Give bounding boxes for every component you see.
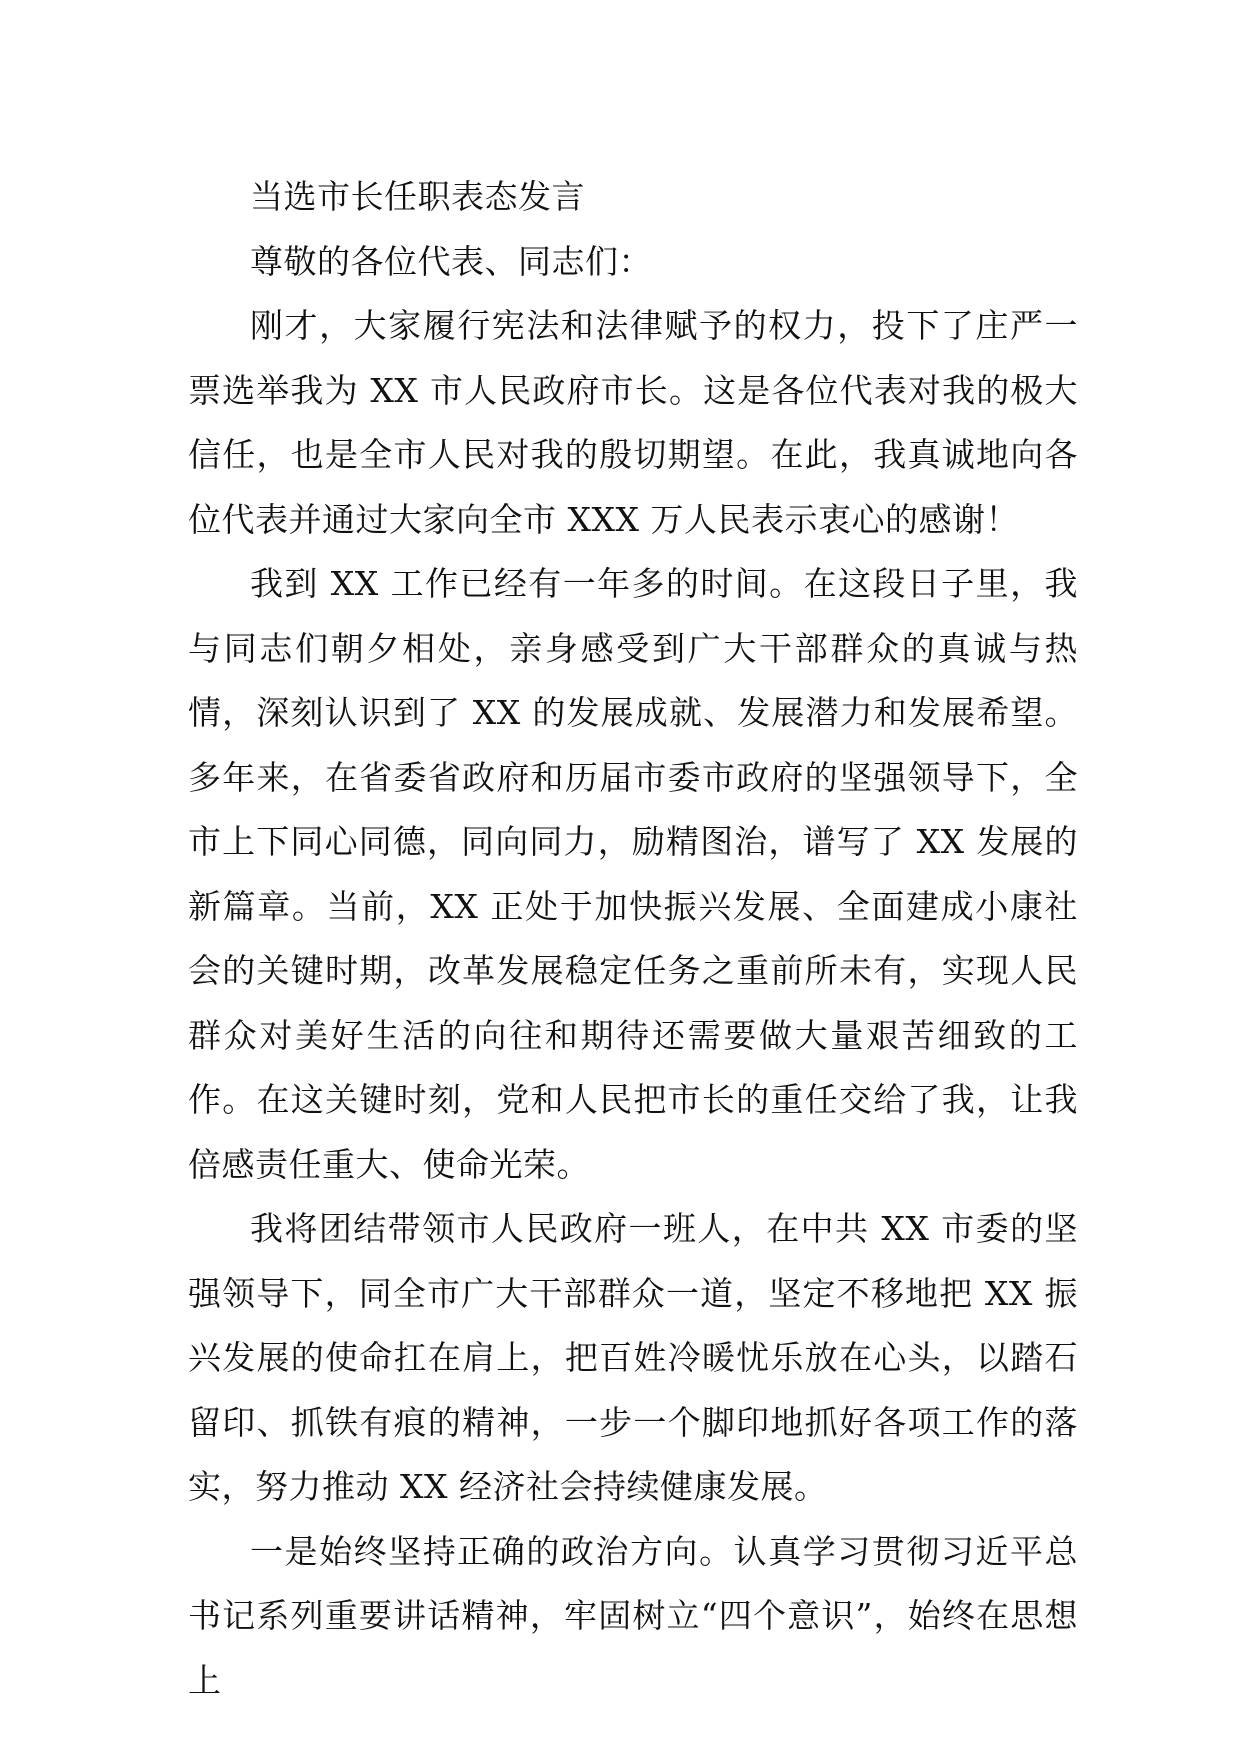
paragraph: 一是始终坚持正确的政治方向。认真学习贯彻习近平总书记系列重要讲话精神，牢固树立“四个意识”，始终在思想上: [188, 1531, 1078, 1700]
salutation: 尊敬的各位代表、同志们：: [250, 241, 652, 281]
document-title: 当选市长任职表态发言: [250, 177, 585, 216]
document-body: [188, 165, 1078, 1713]
paragraph: 我将团结带领市人民政府一班人，在中共 XX 市委的坚强领导下，同全市广大干部群众一道，坚定不移地把 XX 振兴发展的使命扛在肩上，把百姓冷暖忧乐放在心头，以踏石留印、抓铁有痕的精神，一步一个脚印地抓好各项工作的落实，努力推动 XX 经济社会持续健康发展。: [188, 1209, 1078, 1506]
paragraph: 我到 XX 工作已经有一年多的时间。在这段日子里，我与同志们朝夕相处，亲身感受到广大干部群众的真诚与热情，深刻认识到了 XX 的发展成就、发展潜力和发展希望。多年来，在省委省政府和历届市委市政府的坚强领导下，全市上下同心同德，同向同力，励精图治，谱写了 XX 发展的新篇章。当前，XX 正处于加快振兴发展、全面建成小康社会的关键时期，改革发展稳定任务之重前所未有，实现人民群众对美好生活的向往和期待还需要做大量艰苦细致的工作。在这关键时刻，党和人民把市长的重任交给了我，让我倍感责任重大、使命光荣。: [188, 564, 1078, 1184]
paragraph: 刚才，大家履行宪法和法律赋予的权力，投下了庄严一票选举我为 XX 市人民政府市长。这是各位代表对我的极大信任，也是全市人民对我的殷切期望。在此，我真诚地向各位代表并通过大家向全市 XXX 万人民表示衷心的感谢！: [188, 306, 1078, 539]
